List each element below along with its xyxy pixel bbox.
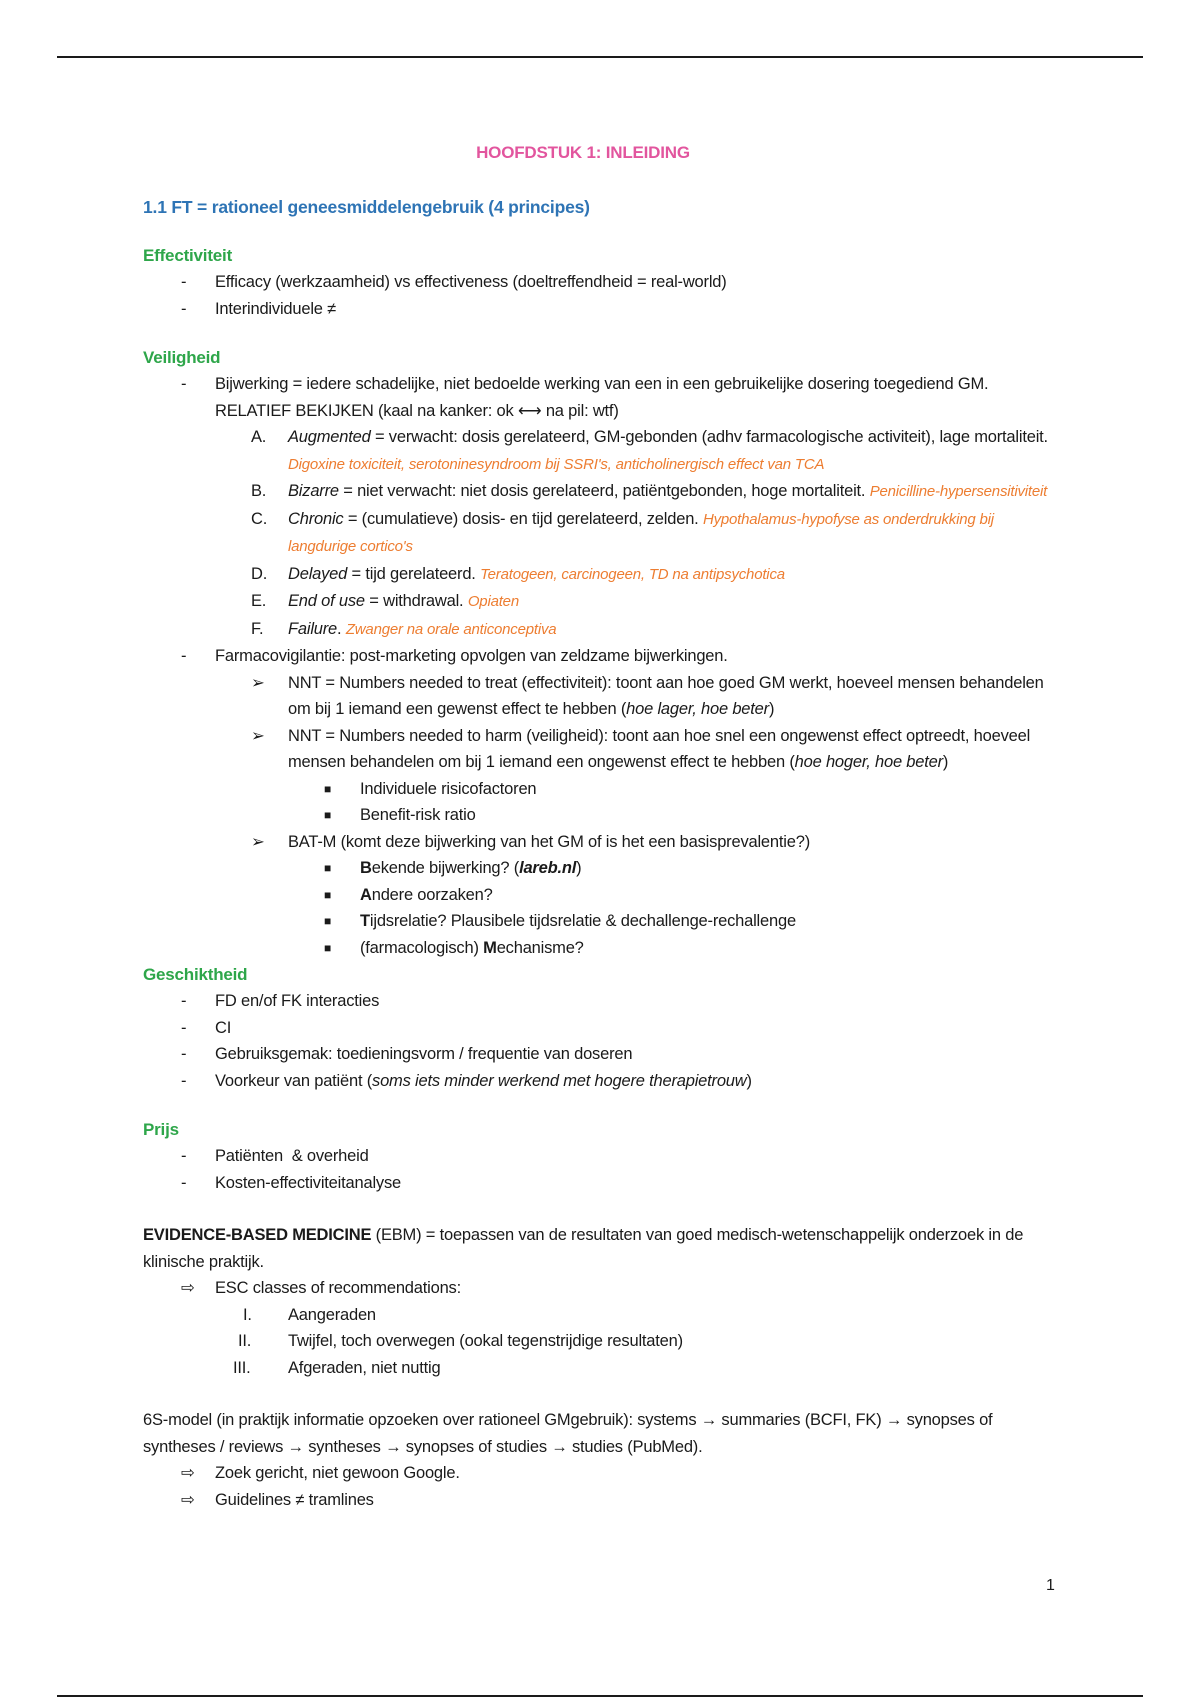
effectiviteit-list bbox=[143, 269, 1063, 322]
arrowhead-bullet-icon: ➢ bbox=[251, 726, 265, 745]
esc-class-item: III. Afgeraden, niet nuttig bbox=[233, 1358, 441, 1377]
list-item: - Kosten-effectiviteitanalyse bbox=[143, 1170, 1063, 1197]
batm-sub-item: ■ (farmacologisch) Mechanisme? bbox=[143, 935, 1063, 962]
list-item: - Gebruiksgemak: toedieningsvorm / frequentie van doseren bbox=[143, 1041, 1063, 1068]
esc-item: ⇨ ESC classes of recommendations: bbox=[143, 1275, 1063, 1302]
type-item-d: D. Delayed = tijd gerelateerd. Teratogeen, carcinogeen, TD na antipsychotica bbox=[251, 564, 785, 583]
prijs-list bbox=[143, 1143, 1063, 1196]
dash-marker: - bbox=[181, 273, 187, 291]
example-text: Zwanger na orale anticonceptiva bbox=[345, 620, 557, 638]
bottom-rule bbox=[57, 1695, 1143, 1697]
type-item-a: A. Augmented = verwacht: dosis gerelateerd, GM-gebonden (adhv farmacologische activiteit), lage mortaliteit. Digoxine toxiciteit, serotoninesyndroom bij SSRI's, anticholinergisch effect van TCA bbox=[251, 428, 1048, 473]
lareb-link: lareb.nl bbox=[519, 859, 577, 877]
batm-sub-item: ■ Bekende bijwerking? (lareb.nl) bbox=[143, 855, 1063, 882]
list-item: ⇨ Zoek gericht, niet gewoon Google. bbox=[143, 1460, 1063, 1487]
type-item-e: E. End of use = withdrawal. Opiaten bbox=[251, 592, 519, 610]
chapter-title: HOOFDSTUK 1: INLEIDING bbox=[476, 143, 690, 162]
example-text: Digoxine toxiciteit, serotoninesyndroom bij SSRI's, anticholinergisch effect van TCA bbox=[288, 455, 825, 473]
list-item-farmacovigilantie: - Farmacovigilantie: post-marketing opvolgen van zeldzame bijwerkingen. bbox=[143, 643, 1063, 670]
dash-marker: - bbox=[181, 1018, 187, 1037]
document-page bbox=[143, 140, 1063, 1513]
esc-class-item: I. Aangeraden bbox=[243, 1305, 376, 1324]
top-rule bbox=[57, 56, 1143, 58]
example-text: Penicilline-hypersensitiviteit bbox=[869, 483, 1048, 500]
six-s-list bbox=[143, 1460, 1063, 1513]
dash-marker: - bbox=[181, 647, 187, 665]
dash-marker: - bbox=[181, 992, 187, 1010]
example-text: Opiaten bbox=[467, 593, 519, 610]
dash-marker: - bbox=[181, 375, 187, 393]
type-item-b: B. Bizarre = niet verwacht: niet dosis gerelateerd, patiëntgebonden, hoge mortaliteit. Penicilline-hypersensitiviteit bbox=[251, 482, 1048, 500]
dash-marker: - bbox=[181, 1173, 187, 1192]
nnt-treat-item: ➢ NNT = Numbers needed to treat (effectiviteit): toont aan hoe goed GM werkt, hoeveel mensen behandelen om bij 1 iemand een gewenst effect te hebben (hoe lager, hoe beter) bbox=[143, 670, 1063, 723]
page-number: 1 bbox=[1046, 1577, 1055, 1594]
heading-veiligheid: Veiligheid bbox=[143, 348, 221, 367]
square-bullet-icon: ■ bbox=[324, 940, 332, 955]
dash-marker: - bbox=[181, 1071, 187, 1090]
heading-prijs: Prijs bbox=[143, 1120, 179, 1139]
list-item: - FD en/of FK interacties bbox=[143, 988, 1063, 1015]
section-heading: 1.1 FT = rationeel geneesmiddelengebruik (4 principes) bbox=[143, 196, 590, 217]
dash-marker: - bbox=[181, 299, 187, 318]
list-item-bijwerking: - Bijwerking = iedere schadelijke, niet bedoelde werking van een in een gebruikelijke dosering toegediend GM. RELATIEF BEKIJKEN (kaal na kanker: ok ⟷ na pil: wtf) bbox=[143, 371, 1063, 424]
dash-marker: - bbox=[181, 1045, 187, 1063]
ebm-list bbox=[143, 1275, 1063, 1381]
nnt-harm-item: ➢ NNT = Numbers needed to harm (veiligheid): toont aan hoe snel een ongewenst effect optreedt, hoeveel mensen behandelen om bij 1 iemand een ongewenst effect te hebben (hoe hoger, hoe beter) bbox=[143, 723, 1063, 776]
square-bullet-icon: ■ bbox=[324, 781, 332, 796]
dash-marker: - bbox=[181, 1147, 187, 1165]
type-item-f: F. Failure. Zwanger na orale anticonceptiva bbox=[251, 619, 557, 638]
list-item: - Voorkeur van patiënt (soms iets minder werkend met hogere therapietrouw) bbox=[143, 1068, 1063, 1095]
batm-item: ➢ BAT-M (komt deze bijwerking van het GM of is het een basisprevalentie?) bbox=[143, 829, 1063, 856]
square-bullet-icon: ■ bbox=[324, 914, 332, 928]
example-text: Hypothalamus-hypofyse as onderdrukking bij langdurige cortico's bbox=[288, 510, 994, 555]
list-item: - Interindividuele ≠ bbox=[143, 296, 1063, 323]
square-bullet-icon: ■ bbox=[324, 861, 332, 875]
esc-class-item: II. Twijfel, toch overwegen (ookal tegenstrijdige resultaten) bbox=[238, 1332, 683, 1350]
batm-sub-item: ■ Andere oorzaken? bbox=[143, 882, 1063, 909]
square-bullet-icon: ■ bbox=[324, 808, 332, 822]
harm-sub-item: ■ Benefit-risk ratio bbox=[143, 802, 1063, 829]
arrowhead-bullet-icon: ➢ bbox=[251, 673, 265, 692]
list-item: - CI bbox=[143, 1015, 1063, 1042]
arrowhead-bullet-icon: ➢ bbox=[251, 832, 265, 851]
ebm-paragraph: EVIDENCE-BASED MEDICINE (EBM) = toepassen van de resultaten van goed medisch-wetenschappelijk onderzoek in de klinische praktijk. bbox=[143, 1226, 1024, 1271]
heading-effectiviteit: Effectiviteit bbox=[143, 246, 233, 265]
veiligheid-list bbox=[143, 371, 1063, 961]
heading-geschiktheid: Geschiktheid bbox=[143, 965, 248, 984]
example-text: Teratogeen, carcinogeen, TD na antipsychotica bbox=[480, 565, 785, 583]
list-item: - Patiënten & overheid bbox=[143, 1143, 1063, 1170]
list-item: ⇨ Guidelines ≠ tramlines bbox=[143, 1487, 1063, 1514]
type-item-c: C. Chronic = (cumulatieve) dosis- en tijd gerelateerd, zelden. Hypothalamus-hypofyse as onderdrukking bij langdurige cortico's bbox=[251, 509, 994, 555]
hollow-arrow-icon: ⇨ bbox=[181, 1490, 195, 1509]
hollow-arrow-icon: ⇨ bbox=[181, 1279, 195, 1297]
geschiktheid-list bbox=[143, 988, 1063, 1094]
square-bullet-icon: ■ bbox=[324, 887, 332, 902]
six-s-model-paragraph: 6S-model (in praktijk informatie opzoeken over rationeel GMgebruik): systems → summaries (BCFI, FK) → synopses of syntheses / reviews → syntheses → synopses of studies → studies (PubMed). bbox=[143, 1411, 993, 1456]
hollow-arrow-icon: ⇨ bbox=[181, 1464, 195, 1482]
list-item: - Efficacy (werkzaamheid) vs effectiveness (doeltreffendheid = real-world) bbox=[143, 269, 1063, 296]
double-arrow-icon: ⟷ bbox=[517, 401, 542, 420]
batm-sub-item: ■ Tijdsrelatie? Plausibele tijdsrelatie & dechallenge-rechallenge bbox=[143, 908, 1063, 935]
harm-sub-item: ■ Individuele risicofactoren bbox=[143, 776, 1063, 803]
